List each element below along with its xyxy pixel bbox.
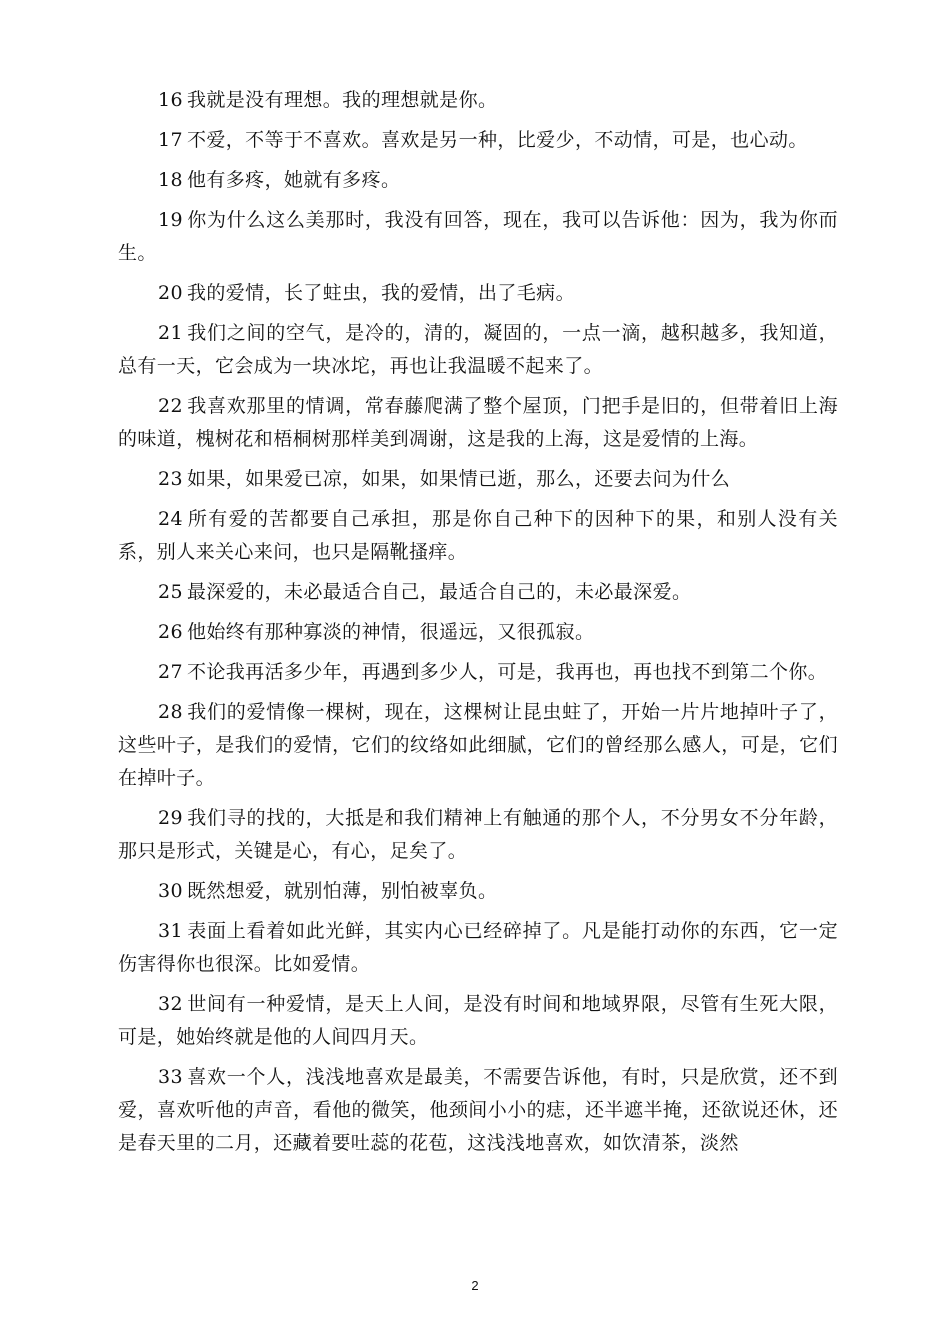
paragraph-number: 31 — [158, 920, 183, 942]
paragraph-text: 表面上看着如此光鲜，其实内心已经碎掉了。凡是能打动你的东西，它一定伤害得你也很深。比如爱情。 — [118, 920, 838, 975]
paragraph-number: 16 — [158, 89, 183, 111]
paragraph-24 — [118, 503, 838, 569]
paragraph-number: 23 — [158, 468, 183, 490]
paragraph-text: 我们寻的找的，大抵是和我们精神上有触通的那个人，不分男女不分年龄，那只是形式，关键是心，有心，足矣了。 — [118, 807, 838, 862]
paragraph-25 — [118, 576, 838, 609]
paragraph-21 — [118, 317, 838, 383]
paragraph-number: 30 — [158, 880, 183, 902]
paragraph-text: 你为什么这么美那时，我没有回答，现在，我可以告诉他：因为，我为你而生。 — [118, 209, 838, 264]
paragraph-26 — [118, 616, 838, 649]
paragraph-number: 25 — [158, 581, 183, 603]
paragraph-22 — [118, 390, 838, 456]
paragraph-text: 他有多疼，她就有多疼。 — [186, 169, 401, 191]
paragraph-number: 20 — [158, 282, 183, 304]
paragraph-text: 我们之间的空气，是冷的，清的，凝固的，一点一滴，越积越多，我知道，总有一天，它会成为一块冰坨，再也让我温暖不起来了。 — [118, 322, 838, 377]
page-number: 2 — [471, 1278, 479, 1293]
paragraph-19 — [118, 204, 838, 270]
paragraph-18 — [118, 164, 838, 197]
paragraph-28 — [118, 696, 838, 795]
paragraph-number: 22 — [158, 395, 183, 417]
paragraph-number: 24 — [158, 508, 183, 530]
paragraph-30 — [118, 875, 838, 908]
paragraph-29 — [118, 802, 838, 868]
paragraph-text: 不爱，不等于不喜欢。喜欢是另一种，比爱少，不动情，可是，也心动。 — [186, 129, 808, 151]
paragraph-text: 所有爱的苦都要自己承担，那是你自己种下的因种下的果，和别人没有关系，别人来关心来问，也只是隔靴搔痒。 — [118, 508, 838, 563]
paragraph-text: 我的爱情，长了蛀虫，我的爱情，出了毛病。 — [186, 282, 575, 304]
paragraph-number: 17 — [158, 129, 183, 151]
paragraph-32 — [118, 988, 838, 1054]
paragraph-number: 27 — [158, 661, 183, 683]
paragraph-text: 我们的爱情像一棵树，现在，这棵树让昆虫蛀了，开始一片片地掉叶子了，这些叶子，是我们的爱情，它们的纹络如此细腻，它们的曾经那么感人，可是，它们在掉叶子。 — [118, 701, 838, 789]
paragraph-text: 我就是没有理想。我的理想就是你。 — [186, 89, 498, 111]
paragraph-20 — [118, 277, 838, 310]
paragraph-text: 喜欢一个人，浅浅地喜欢是最美，不需要告诉他，有时，只是欣赏，还不到爱，喜欢听他的声音，看他的微笑，他颈间小小的痣，还半遮半掩，还欲说还休，还是春天里的二月，还藏着要吐蕊的花苞，这浅浅地喜欢，如饮清茶，淡然 — [118, 1066, 838, 1154]
paragraph-number: 21 — [158, 322, 183, 344]
paragraph-23 — [118, 463, 838, 496]
paragraph-number: 29 — [158, 807, 183, 829]
paragraph-number: 32 — [158, 993, 183, 1015]
paragraph-number: 28 — [158, 701, 183, 723]
paragraph-27 — [118, 656, 838, 689]
paragraph-16 — [118, 84, 838, 117]
paragraph-33 — [118, 1061, 838, 1160]
paragraph-text: 如果，如果爱已凉，如果，如果情已逝，那么，还要去问为什么 — [186, 468, 731, 490]
paragraph-text: 既然想爱，就别怕薄，别怕被辜负。 — [186, 880, 498, 902]
paragraph-number: 26 — [158, 621, 183, 643]
paragraph-number: 33 — [158, 1066, 183, 1088]
paragraph-text: 不论我再活多少年，再遇到多少人，可是，我再也，再也找不到第二个你。 — [186, 661, 828, 683]
paragraph-text: 世间有一种爱情，是天上人间，是没有时间和地域界限，尽管有生死大限，可是，她始终就是他的人间四月天。 — [118, 993, 838, 1048]
paragraph-number: 18 — [158, 169, 183, 191]
paragraph-text: 他始终有那种寡淡的神情，很遥远，又很孤寂。 — [186, 621, 595, 643]
paragraph-text: 最深爱的，未必最适合自己，最适合自己的，未必最深爱。 — [186, 581, 692, 603]
document-body — [118, 84, 838, 1167]
paragraph-31 — [118, 915, 838, 981]
paragraph-number: 19 — [158, 209, 183, 231]
paragraph-text: 我喜欢那里的情调，常春藤爬满了整个屋顶，门把手是旧的，但带着旧上海的味道，槐树花和梧桐树那样美到凋谢，这是我的上海，这是爱情的上海。 — [118, 395, 838, 450]
paragraph-17 — [118, 124, 838, 157]
